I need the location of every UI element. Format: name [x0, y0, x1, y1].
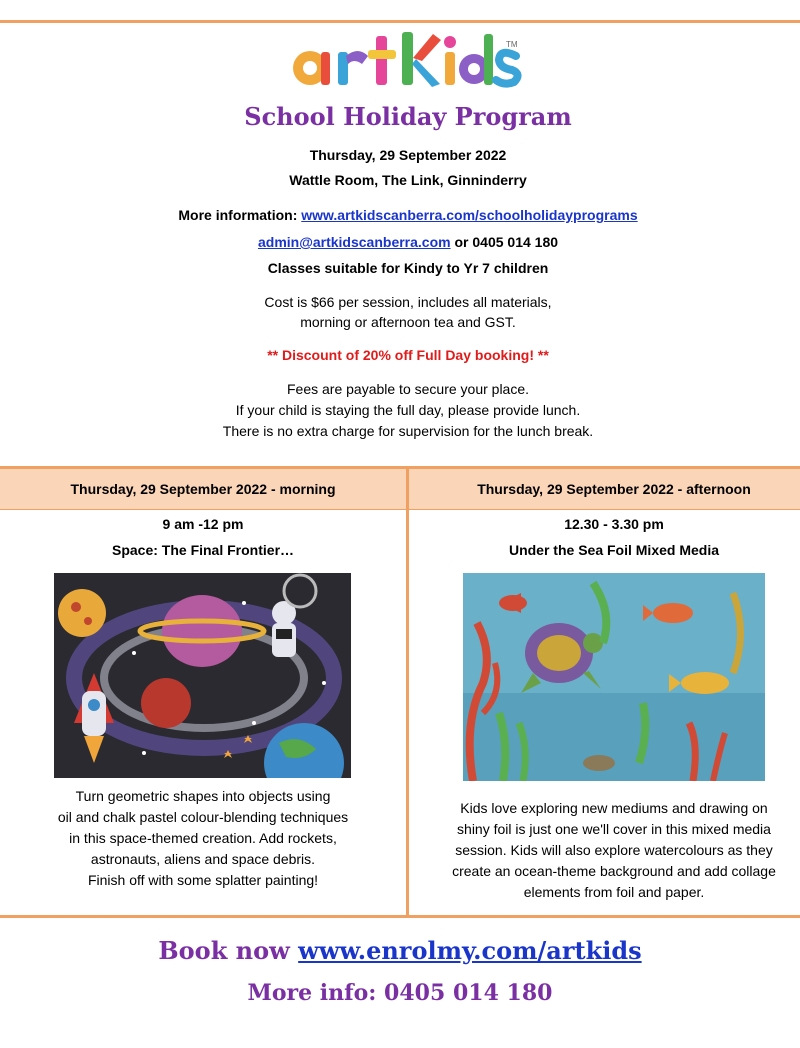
cost-line-2: morning or afternoon tea and GST.: [300, 314, 516, 330]
email-link[interactable]: admin@artkidscanberra.com: [257, 234, 451, 250]
afternoon-session-header: Thursday, 29 September 2022 - afternoon: [477, 481, 751, 497]
afternoon-session-title: Under the Sea Foil Mixed Media: [508, 542, 720, 558]
description-line: create an ocean-theme background and add collage: [452, 863, 776, 879]
book-now-label: Book now: [158, 936, 290, 965]
fees-line-1: Fees are payable to secure your place.: [286, 381, 530, 397]
header-underline: [0, 509, 800, 510]
trademark-symbol: TM: [506, 40, 518, 49]
more-information-line: [0, 206, 800, 224]
morning-session-header: Thursday, 29 September 2022 - morning: [70, 481, 336, 497]
more-information-label: More information:: [178, 207, 298, 223]
top-divider: [0, 20, 800, 23]
morning-session-time: 9 am -12 pm: [162, 516, 244, 532]
description-line: session. Kids will also explore watercolours as they: [455, 842, 773, 858]
event-venue: Wattle Room, The Link, Ginninderry: [289, 172, 527, 188]
more-information-link[interactable]: www.artkidscanberra.com/schoolholidayprograms: [301, 207, 638, 223]
cost-line-1: Cost is $66 per session, includes all materials,: [264, 294, 552, 310]
description-line: Turn geometric shapes into objects using: [75, 788, 331, 804]
description-line: in this space-themed creation. Add rockets,: [69, 830, 337, 846]
artkids-logo: [288, 26, 528, 94]
description-line: elements from foil and paper.: [523, 884, 705, 900]
fees-line-2: If your child is staying the full day, please provide lunch.: [235, 402, 581, 418]
description-line: Kids love exploring new mediums and drawing on: [460, 800, 768, 816]
description-line: oil and chalk pastel colour-blending techniques: [57, 809, 349, 825]
book-now-line: [0, 936, 800, 965]
sea-artwork-image: [463, 573, 765, 781]
morning-session-description: [0, 786, 406, 891]
phone-text: or 0405 014 180: [454, 234, 559, 250]
morning-session-title: Space: The Final Frontier…: [111, 542, 295, 558]
fees-line-3: There is no extra charge for supervision for the lunch break.: [222, 423, 594, 439]
afternoon-session-time: 12.30 - 3.30 pm: [564, 516, 664, 532]
description-line: astronauts, aliens and space debris.: [90, 851, 316, 867]
suitability-text: Classes suitable for Kindy to Yr 7 children: [267, 260, 549, 276]
afternoon-session-description: [409, 798, 800, 903]
description-line: shiny foil is just one we'll cover in this mixed media: [457, 821, 771, 837]
enrolmy-link[interactable]: www.enrolmy.com/artkids: [298, 936, 642, 965]
program-title: School Holiday Program: [244, 102, 572, 131]
space-artwork-image: [54, 573, 351, 778]
table-bottom-border: [0, 915, 800, 918]
more-info-footer: More info: 0405 014 180: [247, 980, 553, 1006]
discount-notice: ** Discount of 20% off Full Day booking! **: [267, 347, 549, 363]
event-date: Thursday, 29 September 2022: [309, 147, 507, 163]
contact-line: [0, 233, 800, 251]
description-line: Finish off with some splatter painting!: [87, 872, 319, 888]
